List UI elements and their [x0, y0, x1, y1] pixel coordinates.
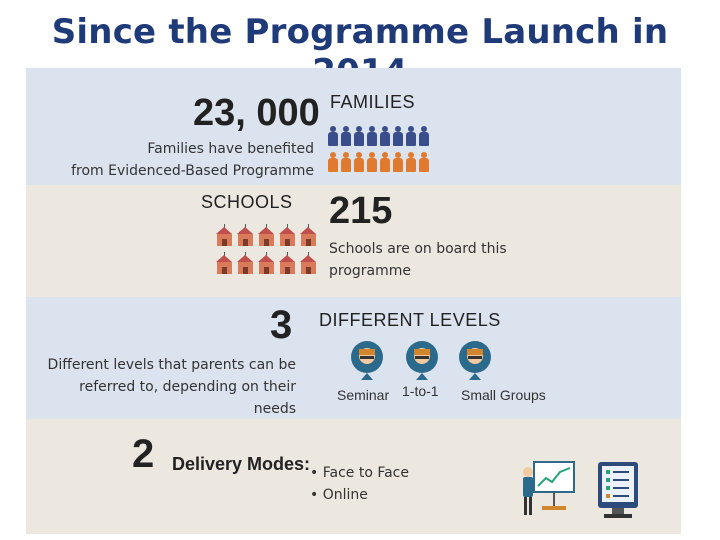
person-icon [406, 126, 416, 146]
person-icon [354, 126, 364, 146]
person-icon [419, 152, 429, 172]
person-icon [367, 152, 377, 172]
person-icon [380, 152, 390, 172]
school-row [216, 224, 317, 246]
school-icon [258, 224, 275, 246]
families-description: Families have benefited from Evidenced-Based Programme [71, 141, 314, 179]
school-icon [216, 252, 233, 274]
level-small-groups: Small Groups [461, 387, 546, 403]
online-computer-icon [594, 458, 642, 525]
schools-count: 215 [329, 190, 393, 232]
small-groups-person-icon [458, 340, 492, 380]
person-icon [367, 126, 377, 146]
person-icon [328, 152, 338, 172]
level-seminar: Seminar [337, 387, 390, 403]
school-icon [237, 252, 254, 274]
person-icon [419, 126, 429, 146]
school-icon [300, 224, 317, 246]
school-row [216, 252, 317, 274]
school-icon [279, 224, 296, 246]
level-one-to-one: 1-to-1 [402, 383, 439, 399]
levels-count: 3 [270, 303, 293, 347]
families-people-icons [328, 126, 429, 172]
one-to-one-person-icon [405, 340, 439, 380]
delivery-label: Delivery Modes: [172, 454, 311, 474]
school-icon [237, 224, 254, 246]
families-label: FAMILIES [330, 92, 416, 112]
person-icon [393, 126, 403, 146]
delivery-mode-item: • Face to Face [310, 465, 409, 481]
delivery-count: 2 [132, 432, 155, 476]
presentation-board-icon [520, 458, 576, 525]
person-icon [393, 152, 403, 172]
schools-icons [216, 224, 317, 274]
person-icon [406, 152, 416, 172]
school-icon [258, 252, 275, 274]
person-icon [328, 126, 338, 146]
people-row-blue [328, 126, 429, 146]
schools-description: Schools are on board this programme [329, 241, 507, 279]
page-title: Since the Programme Launch in [51, 12, 669, 52]
families-count: 23, 000 [193, 92, 320, 134]
levels-label: DIFFERENT LEVELS [319, 310, 501, 330]
schools-label: SCHOOLS [201, 192, 293, 212]
person-icon [341, 126, 351, 146]
school-icon [216, 224, 233, 246]
school-icon [279, 252, 296, 274]
person-icon [354, 152, 364, 172]
person-icon [341, 152, 351, 172]
levels-description: Different levels that parents can be referred to, depending on their needs [47, 357, 296, 417]
seminar-person-icon [350, 340, 384, 380]
delivery-mode-item: • Online [310, 487, 368, 503]
people-row-orange [328, 152, 429, 172]
person-icon [380, 126, 390, 146]
delivery-modes-list [310, 462, 409, 506]
school-icon [300, 252, 317, 274]
